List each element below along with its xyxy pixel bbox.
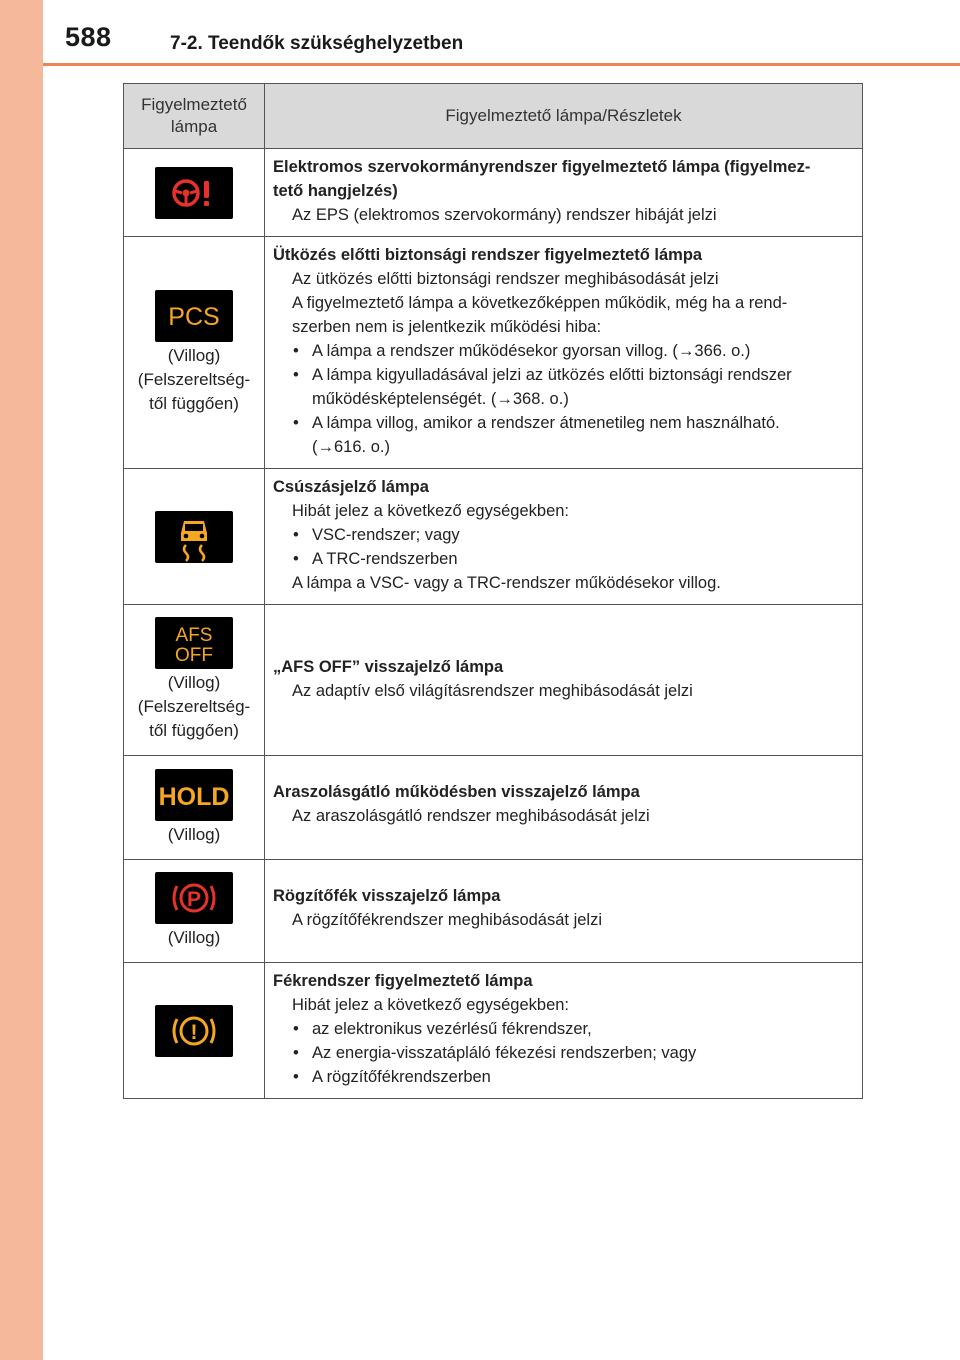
detail-cell bbox=[265, 149, 863, 237]
lamp-title: Csúszásjelző lámpa bbox=[273, 478, 429, 496]
detail-cell bbox=[265, 469, 863, 605]
detail-cell bbox=[265, 237, 863, 469]
side-color-strip bbox=[0, 0, 43, 1360]
lamp-title: „AFS OFF” visszajelző lámpa bbox=[273, 658, 504, 676]
table-row bbox=[124, 756, 863, 860]
bullet-item: • A lámpa villog, amikor a rendszer átmenetileg nem használható. (→616. o.) bbox=[293, 414, 780, 456]
bullet-item: • A lámpa a rendszer működésekor gyorsan villog. (→366. o.) bbox=[293, 342, 751, 360]
page-header bbox=[43, 0, 960, 66]
bullet-item: • az elektronikus vezérlésű fékrendszer, bbox=[293, 1020, 592, 1038]
svg-text:AFS: AFS bbox=[175, 625, 213, 646]
lamp-cell bbox=[124, 149, 265, 237]
header-rule bbox=[43, 63, 960, 66]
table-row bbox=[124, 860, 863, 963]
afs-off-icon bbox=[155, 617, 233, 669]
detail-line: A rögzítőfékrendszer meghibásodását jelzi bbox=[292, 911, 603, 929]
lamp-title: Fékrendszer figyelmeztető lámpa bbox=[273, 972, 533, 990]
svg-text:HOLD: HOLD bbox=[158, 782, 230, 811]
svg-text:!: ! bbox=[190, 1020, 198, 1044]
detail-line: Az EPS (elektromos szervokormány) rendszer hibáját jelzi bbox=[292, 206, 717, 224]
section-title: 7-2. Teendők szükséghelyzetben bbox=[170, 33, 464, 54]
lamp-cell bbox=[124, 237, 265, 469]
detail-line: A figyelmeztető lámpa a következőképpen működik, még ha a rend- szerben nem is jelentkezik működési hiba: bbox=[292, 294, 788, 336]
brake-warning-icon bbox=[155, 1005, 233, 1057]
detail-line: Az adaptív első világításrendszer meghibásodását jelzi bbox=[292, 682, 693, 700]
page-number: 588 bbox=[65, 22, 112, 52]
table-row bbox=[124, 237, 863, 469]
lamp-cell bbox=[124, 605, 265, 756]
hold-icon bbox=[155, 769, 233, 821]
lamp-title: Araszolásgátló működésben visszajelző lámpa bbox=[273, 783, 640, 801]
lamp-cell bbox=[124, 963, 265, 1099]
bullet-item: • A lámpa kigyulladásával jelzi az ütközés előtti biztonsági rendszer működésképtelenségét. (→368. o.) bbox=[293, 366, 792, 408]
lamp-title: Rögzítőfék visszajelző lámpa bbox=[273, 887, 501, 905]
lamp-note: (Villog) bbox=[167, 928, 221, 947]
detail-cell bbox=[265, 756, 863, 860]
svg-text:P: P bbox=[186, 888, 202, 911]
col-header-detail: Figyelmeztető lámpa/Részletek bbox=[265, 84, 863, 149]
detail-cell bbox=[265, 605, 863, 756]
table-row bbox=[124, 469, 863, 605]
bullet-item: • A TRC-rendszerben bbox=[293, 550, 458, 568]
detail-line: Hibát jelez a következő egységekben: bbox=[292, 996, 570, 1014]
steering-warning-icon bbox=[155, 167, 233, 219]
lamp-title: Elektromos szervokormányrendszer figyelmeztető lámpa (figyelmez- tető hangjelzés) bbox=[273, 158, 811, 200]
detail-line: A lámpa a VSC- vagy a TRC-rendszer működésekor villog. bbox=[292, 574, 721, 592]
detail-line: Az ütközés előtti biztonsági rendszer meghibásodását jelzi bbox=[292, 270, 719, 288]
table-row bbox=[124, 605, 863, 756]
svg-text:OFF: OFF bbox=[175, 645, 213, 666]
bullet-item: • Az energia-visszatápláló fékezési rendszerben; vagy bbox=[293, 1044, 697, 1062]
warning-lamp-table bbox=[123, 83, 863, 1099]
detail-line: Az araszolásgátló rendszer meghibásodását jelzi bbox=[292, 807, 650, 825]
svg-text:PCS: PCS bbox=[168, 302, 220, 331]
bullet-item: • A rögzítőfékrendszerben bbox=[293, 1068, 491, 1086]
lamp-cell bbox=[124, 756, 265, 860]
detail-line: Hibát jelez a következő egységekben: bbox=[292, 502, 570, 520]
lamp-cell bbox=[124, 860, 265, 963]
detail-cell bbox=[265, 963, 863, 1099]
parking-brake-icon bbox=[155, 872, 233, 924]
pcs-icon bbox=[155, 290, 233, 342]
lamp-note: (Villog) (Felszereltség- től függően) bbox=[137, 673, 251, 740]
table-row bbox=[124, 149, 863, 237]
lamp-title: Ütközés előtti biztonsági rendszer figyelmeztető lámpa bbox=[273, 246, 703, 264]
lamp-cell bbox=[124, 469, 265, 605]
table-header-row bbox=[124, 84, 863, 149]
col-header-lamp: Figyelmeztető lámpa bbox=[124, 84, 265, 149]
lamp-note: (Villog) bbox=[167, 824, 221, 844]
detail-cell bbox=[265, 860, 863, 963]
lamp-note: (Villog) (Felszereltség- től függően) bbox=[137, 345, 251, 413]
slip-indicator-icon bbox=[155, 511, 233, 563]
bullet-item: • VSC-rendszer; vagy bbox=[293, 526, 460, 544]
table-row bbox=[124, 963, 863, 1099]
